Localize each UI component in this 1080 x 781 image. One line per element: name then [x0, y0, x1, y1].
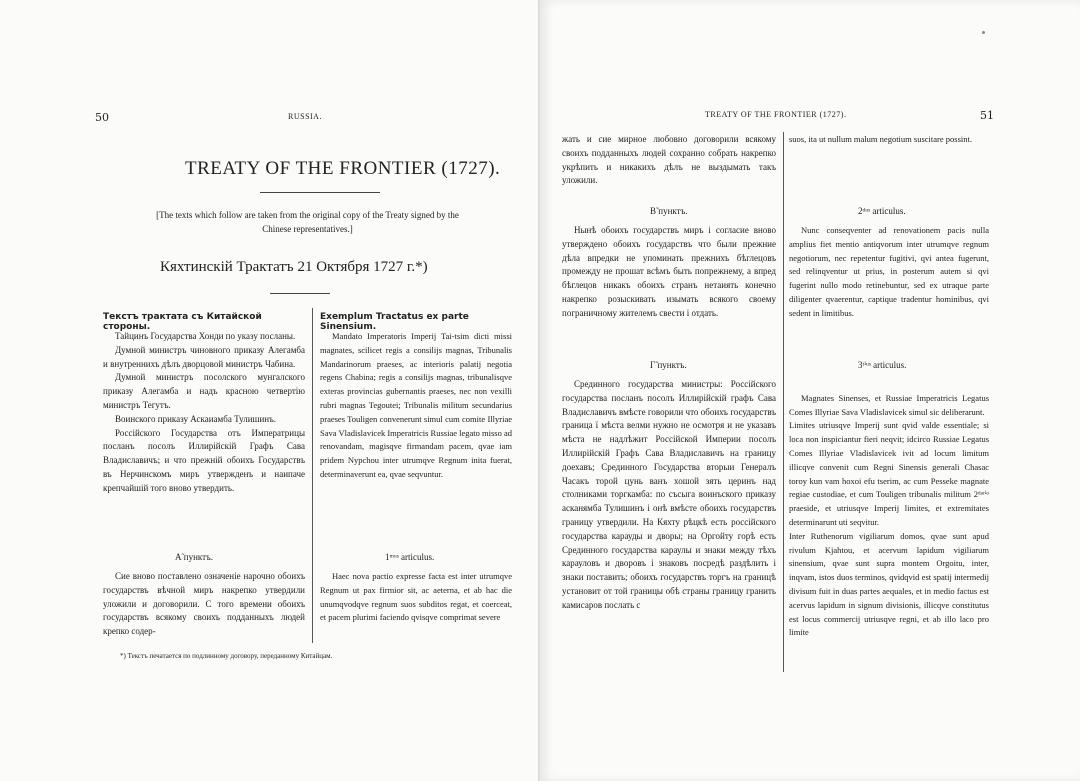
- russian-preamble: [103, 330, 305, 496]
- editorial-note: [The texts which follow are taken from the original copy of the Treaty signed by the Chinese representatives.]: [156, 210, 459, 234]
- paragraph: Magnates Sinenses, et Russiae Imperatricis Legatus Comes Illyriae Sava Vladislavicek simul sic deliberarunt. Limites utriusqve Imperij sunt qvid valde essentiale; si loca non inspiciantur fieri neqvit; idcirco Russiae Legatus Comes Illyriae Vladislavicek ivit ad locum limitum illicqve convenit cum Regni Sinensis generali Chasac toroy kun vam hoxoi efu tserim, ac cum Pesseke magnate regiae custodiae, et cum Touligen tribunalis militum 2ᵈᵃʳⁱᵒ praeside, et utriusqve Imperij limites, et extremitates determinarunt uti seqvitur. Inter Ruthenorum vigiliarum domos, qvae sunt apud rivulum Kjahtou, et acervum lapidum vigiliarum sinensium, qvae sunt supra montem Orgoitu, inter, inqvam, istos duos terminos, qvidqvid est spatij intermedij divisum fuit in duas partes aequales, et in medio factus est acervus lapidum in signum divisionis, illicqve constitutus est locus commercij utriusqve regni, et ab illo laco pro limite: [789, 392, 989, 638]
- running-head-left: RUSSIA.: [288, 112, 322, 121]
- paragraph: Тайцинъ Государства Хонди по указу посланы.: [115, 331, 296, 341]
- articulus-3-text: [789, 378, 989, 654]
- punkt-1-heading: А̃ пунктъ.: [175, 552, 213, 562]
- russian-continuation: [562, 133, 776, 188]
- latin-continuation: [789, 133, 989, 147]
- paragraph: Haec nova pactio expresse facta est inter utrumqve Regnum ut pax firmior sit, ac aeterna, et ab hac die unumqvodqve regnum suos subditos regat, et coerceat, et pacem plurimi faciendo qvisqve comprimat severe: [320, 571, 512, 623]
- russian-treaty-heading: Кяхтинскій Трактатъ 21 Октября 1727 г.*): [160, 259, 428, 275]
- paragraph: Россійского Государства отъ Императрицы посланъ посолъ Иллирійскій Графъ Сава Владиславичъ; и что прежній обоихъ Государствъ въ Нерчинскомъ миръ утвержденъ и наипаче крепчайшій того вново утвердить.: [103, 427, 305, 493]
- column-heading-russian: Текстъ трактата съ Китайской стороны.: [103, 312, 262, 332]
- punkt-1-text: [103, 570, 305, 639]
- paragraph: Думной министръ чиновного приказу Алегамба и внутреннихъ дѣлъ дворцовой министръ Чабина.: [103, 344, 305, 369]
- column-divider-left: [312, 308, 313, 643]
- column-divider-right: [783, 132, 784, 672]
- paper-speck: [982, 31, 985, 34]
- punkt-2-text: [562, 224, 776, 321]
- articulus-1-text: [320, 570, 512, 625]
- footnote: *) Текстъ печатается по подлинному договору, переданному Китайцам.: [120, 652, 333, 660]
- articulus-2-heading: 2ᵈᵘˢ articulus.: [858, 206, 906, 216]
- paragraph: Нынѣ обоихъ государствъ миръ і согласие вново утверждено обоихъ государствъ что были прежние дѣла впредки не упоминать прежнихъ бѣглецовъ промежду не прошат всѣмъ быть попрежнему, а впред бѣглецов никакъ обоихъ странъ нетаиять конечно накрепко розыскивать изымать всякого своему пограничному жителемъ свести і отдать.: [562, 225, 776, 318]
- paragraph: Срединного государства министры: Россійского государства посланъ посолъ Иллирійскій графъ Сава Владиславичъ вмѣсте говорили что обоихъ государствъ граница ї мѣста велми нужно не осмотря и не указавъ мѣста не надлѣжит Россійской Империи посолъ Иллирійскій Графъ Сава Владиславичъ на границу доехавъ; Срединного Государства вторыи Генералъ Часакъ торой цунь ванъ хошой зять церинъ над столниками торгкамба: по съсыга воинъского приказу асканямба Тулишинъ і онѣ вмѣсте обоихъ государствъ границу утвердили. На Кяхту рѣцкѣ есть россійского государства карауды и дворы; на Оргойту горѣ есть Срединного государства караулы и знаки между тѣхъ карауловъ и дворовъ і знаковъ посредѣ раздѣлить і знаки поставить; обоихъ государствъ торгъ на границѣ установит от той границы обѣ страны границу гранить камисаров послать с: [562, 379, 776, 610]
- paragraph: Nunc conseqventer ad renovationem pacis nulla amplius fiet mentio antiqvorum inter utrumqve regnum negotiorum, nec repetentur fugitivi, qvi antea fugerunt, sed relinqventur ut prius, in posterum autem si qvi fugerint nullo modo retinebuntur, sed ex utraque parte diligenter qvaerentur, captique tradentur hominibus, qvi sedent in limitibus.: [789, 225, 989, 318]
- running-head-right: TREATY OF THE FRONTIER (1727).: [705, 110, 847, 119]
- articulus-2-text: [789, 224, 989, 321]
- paragraph: Mandato Imperatoris Imperij Tai-tsim dicti missi magnates, scilicet regis a consilijs magnas, Tribunalis Mandarinorum praeses, ac interioris palatij negotia regens Chabina; regis a consilijs magnas, tribunalisqve exteras provincias gubernantis praeses, nec non vexilli rubri magnas Tegoutei; Tribunalis militum secundarius praeses Touligen convenerunt simul cum comite Illyriae Sava Vladislavicek Imperatricis Russiae legato misso ad renovandam, magisqve firmandam pacem, qvae iam pridem Nypchou inter utrumqve Regnum inita fuerat, determinaverunt ea, qvae seqvuntur.: [320, 331, 512, 479]
- paragraph: жать и сие мирное любовно договорили всякому своихъ подданныхъ людей сохранно собрать накрепко укрѣпить и никакихъ дѣлъ не выздымать такъ уложили.: [562, 134, 776, 186]
- page-number-right: 51: [980, 109, 994, 122]
- articulus-3-heading: 3ᵗⁱᵘˢ articulus.: [858, 360, 907, 370]
- latin-preamble: [320, 330, 512, 482]
- punkt-2-heading: В̃ пунктъ.: [650, 206, 688, 216]
- paragraph: Воинского приказу Аскаиамба Тулишинъ.: [115, 413, 277, 424]
- page-number-left: 50: [95, 111, 109, 124]
- punkt-3-heading: Г̃ пунктъ.: [650, 360, 687, 370]
- paragraph: Думной министръ посолского мунгалского приказу Алегамба и надъ красною четвертiю министръ Тегутъ.: [103, 372, 305, 410]
- paragraph: suos, ita ut nullum malum negotium suscitare possint.: [789, 134, 972, 144]
- punkt-3-text: [562, 378, 776, 613]
- heading-rule: [270, 293, 330, 294]
- page-title: TREATY OF THE FRONTIER (1727).: [185, 158, 501, 179]
- right-page: [540, 0, 1080, 781]
- column-heading-latin: Exemplum Tractatus ex parte Sinensium.: [320, 312, 469, 332]
- articulus-1-heading: 1ᵐᵘˢ articulus.: [385, 552, 435, 562]
- title-rule: [260, 192, 380, 193]
- paragraph: Сие вново поставлено означеніе нарочно обоихъ государствъ вѣчной миръ накрепко утвердили уложили и договорили. С того времени обоихъ государствъ всякому своихъ подданныхъ людей крепко содер-: [103, 571, 305, 637]
